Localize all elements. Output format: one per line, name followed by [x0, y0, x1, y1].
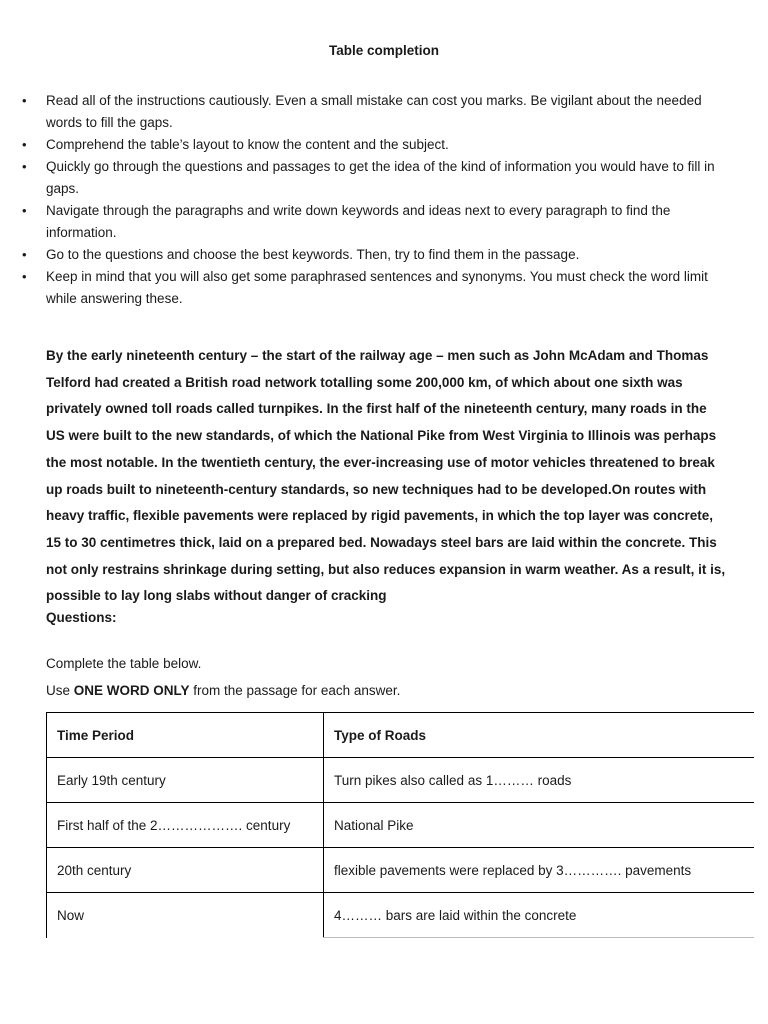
bullet-dot-icon: •: [22, 137, 27, 152]
table-cell-type-of-roads: Turn pikes also called as 1……… roads: [324, 758, 755, 803]
bullet-item: [22, 90, 726, 134]
reading-passage: By the early nineteenth century – the start of the railway age – men such as John McAdam and Thomas Telford had created a British road network totalling some 200,000 km, of which about one sixth was privately owned toll roads called turnpikes. In the first half of the nineteenth century, many roads in the US were built to the new standards, of which the National Pike from West Virginia to Illinois was perhaps the most notable. In the twentieth century, the ever-increasing use of motor vehicles threatened to break up roads built to nineteenth-century standards, so new techniques had to be developed.On routes with heavy traffic, flexible pavements were replaced by rigid pavements, in which the top layer was concrete, 15 to 30 centimetres thick, laid on a prepared bed. Nowadays steel bars are laid within the concrete. This not only restrains shrinkage during setting, but also reduces expansion in warm weather. As a result, it is, possible to lay long slabs without danger of cracking: [46, 348, 726, 604]
page-title: Table completion: [328, 43, 439, 58]
bullet-item: [22, 156, 726, 200]
table-row: [47, 803, 755, 848]
bullet-dot-icon: •: [22, 159, 27, 174]
table-cell-time-period: 20th century: [47, 848, 324, 893]
table-row: [47, 848, 755, 893]
table-header-time-period: Time Period: [47, 713, 324, 758]
bullet-text: Navigate through the paragraphs and write down keywords and ideas next to every paragraph to find the information.: [46, 203, 671, 240]
bullet-dot-icon: •: [22, 247, 27, 262]
bullet-text: Quickly go through the questions and passages to get the idea of the kind of information you would have to fill in gaps.: [46, 159, 715, 196]
bullet-item: [22, 266, 726, 310]
bullet-dot-icon: •: [22, 93, 27, 108]
completion-table: [46, 712, 754, 938]
table-cell-time-period: Now: [47, 893, 324, 938]
bullet-item: [22, 200, 726, 244]
table-header-row: [47, 713, 755, 758]
instruction-bullet-list: [22, 90, 726, 310]
bullet-text: Go to the questions and choose the best keywords. Then, try to find them in the passage.: [46, 247, 580, 262]
table-cell-type-of-roads: 4……… bars are laid within the concrete: [324, 893, 755, 938]
bullet-text: Keep in mind that you will also get some paraphrased sentences and synonyms. You must check the word limit while answering these.: [46, 269, 708, 306]
instruction-emphasis: ONE WORD ONLY: [73, 683, 190, 698]
bullet-item: [22, 134, 726, 156]
table-header-type-of-roads: Type of Roads: [324, 713, 755, 758]
instruction-prefix: Use: [46, 683, 74, 698]
table-cell-type-of-roads: flexible pavements were replaced by 3…………. pavements: [324, 848, 755, 893]
table-cell-time-period: First half of the 2………………. century: [47, 803, 324, 848]
bullet-dot-icon: •: [22, 269, 27, 284]
instruction-word-limit: [46, 683, 400, 698]
bullet-item: [22, 244, 726, 266]
bullet-text: Comprehend the table’s layout to know the content and the subject.: [46, 137, 449, 152]
table-cell-time-period: Early 19th century: [47, 758, 324, 803]
table-row: [47, 758, 755, 803]
bullet-text: Read all of the instructions cautiously. Even a small mistake can cost you marks. Be vigilant about the needed words to fill the gaps.: [46, 93, 702, 130]
bullet-dot-icon: •: [22, 203, 27, 218]
instruction-suffix: from the passage for each answer.: [189, 683, 401, 698]
questions-heading: Questions:: [46, 610, 117, 625]
instruction-complete-table: Complete the table below.: [46, 656, 202, 671]
table-cell-type-of-roads: National Pike: [324, 803, 755, 848]
table-row: [47, 893, 755, 938]
